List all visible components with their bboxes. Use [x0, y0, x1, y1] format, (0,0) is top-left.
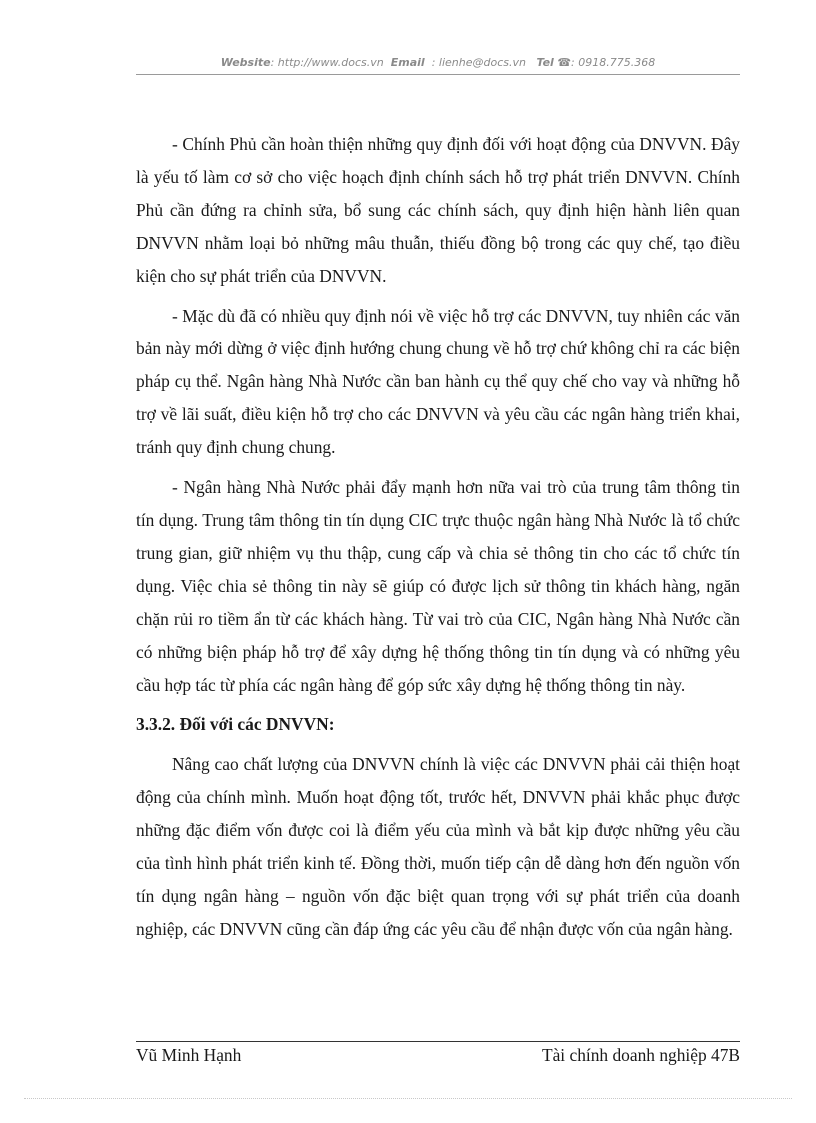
footer-course: Tài chính doanh nghiệp 47B: [541, 1045, 740, 1065]
header-divider: [136, 74, 740, 75]
website-header: [136, 56, 740, 69]
paragraph-sme-quality: Nâng cao chất lượng của DNVVN chính là việc các DNVVN phải cải thiện hoạt động của chính mình. Muốn hoạt động tốt, trước hết, DNVVN phải khắc phục được những đặc điểm vốn được coi là điểm yếu của mình và bắt kịp được những yêu cầu của tình hình phát triển kinh tế. Đồng thời, muốn tiếp cận dễ dàng hơn đến nguồn vốn tín dụng ngân hàng – nguồn vốn đặc biệt quan trọng với sự phát triển của doanh nghiệp, các DNVVN cũng cần đáp ứng các yêu cầu để nhận được vốn của ngân hàng.: [136, 754, 740, 939]
website-label: Website: [220, 56, 271, 69]
email-address[interactable]: : lienhe@docs.vn: [431, 56, 526, 69]
footer-divider: [136, 1041, 740, 1042]
tel-label: Tel: [536, 56, 554, 69]
phone-icon: ☎: [557, 56, 572, 69]
email-label: Email: [390, 56, 425, 69]
section-heading: 3.3.2. Đối với các DNVVN:: [136, 714, 335, 735]
paragraph-credit-info-center: - Ngân hàng Nhà Nước phải đẩy mạnh hơn nữa vai trò của trung tâm thông tin tín dụng. Trung tâm thông tin tín dụng CIC trực thuộc ngân hàng Nhà Nước là tổ chức trung gian, giữ nhiệm vụ thu thập, cung cấp và chia sẻ thông tin cho các tổ chức tín dụng. Việc chia sẻ thông tin này sẽ giúp có được lịch sử thông tin khách hàng, ngăn chặn rủi ro tiềm ẩn từ các khách hàng. Từ vai trò của CIC, Ngân hàng Nhà Nước cần có những biện pháp hỗ trợ để xây dựng hệ thống thông tin tín dụng và có những yêu cầu hợp tác từ phía các ngân hàng để góp sức xây dựng hệ thống thông tin này.: [136, 477, 740, 695]
website-url[interactable]: : http://www.docs.vn: [270, 56, 384, 69]
paragraph-regulations: - Mặc dù đã có nhiều quy định nói về việc hỗ trợ các DNVVN, tuy nhiên các văn bản này mới dừng ở việc định hướng chung chung về hỗ trợ chứ không chỉ ra các biện pháp cụ thể. Ngân hàng Nhà Nước cần ban hành cụ thể quy chế cho vay và những hỗ trợ về lãi suất, điều kiện hỗ trợ cho các DNVVN và yêu cầu các ngân hàng triển khai, tránh quy định chung chung.: [136, 305, 740, 458]
paragraph-government: - Chính Phủ cần hoàn thiện những quy định đối với hoạt động của DNVVN. Đây là yếu tố làm cơ sở cho việc hoạch định chính sách hỗ trợ phát triển DNVVN. Chính Phủ cần đứng ra chỉnh sửa, bổ sung các chính sách, quy định hiện hành liên quan DNVVN nhằm loại bỏ những mâu thuẫn, thiếu đồng bộ trong các quy chế, tạo điều kiện cho sự phát triển của DNVVN.: [136, 134, 740, 286]
page-bottom-edge: [24, 1098, 792, 1099]
footer-author: Vũ Minh Hạnh: [136, 1045, 242, 1065]
document-body: [136, 128, 740, 953]
tel-number: : 0918.775.368: [571, 56, 656, 69]
page-footer: [136, 1045, 740, 1069]
